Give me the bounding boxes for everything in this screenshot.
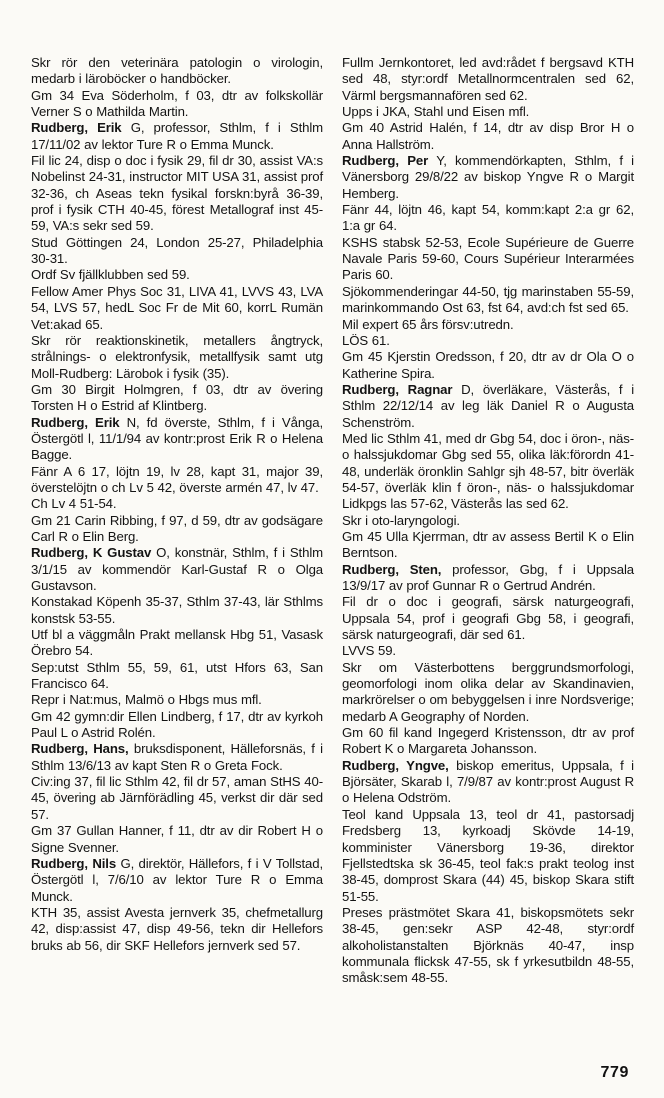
entry-paragraph: Fänr A 6 17, löjtn 19, lv 28, kapt 31, major 39, överstelöjtn o ch Lv 5 42, överste armén 47, lv 47. [31, 463, 323, 495]
entry-paragraph: KTH 35, assist Avesta jernverk 35, chefmetallurg 42, disp:assist 47, disp 49-56, tekn dir Hellefors bruks ab 56, dir SKF Hellefors jernverk sed 57. [31, 904, 323, 953]
entry-paragraph: Gm 30 Birgit Holmgren, f 03, dtr av övering Torsten H o Estrid af Klintberg. [31, 381, 323, 414]
entry-paragraph: Gm 60 fil kand Ingegerd Kristensson, dtr av prof Robert K o Margareta Johansson. [342, 725, 634, 757]
entry-paragraph: Konstakad Köpenh 35-37, Sthlm 37-43, lär Sthlms konstsk 53-55. [31, 594, 323, 626]
entry-name: Rudberg, Nils [31, 855, 117, 871]
entry-paragraph: Ch Lv 4 51-54. [31, 496, 117, 512]
entry-paragraph: Fellow Amer Phys Soc 31, LIVA 41, LVVS 43, LVA 54, LVS 57, hedL Soc Fr de Mit 60, korrL Rumän Vet:akad 65. [31, 283, 323, 332]
entry-paragraph: Rudberg, Erik G, professor, Sthlm, f i Sthlm 17/11/02 av lektor Ture R o Emma Munck. [31, 120, 324, 152]
entry-paragraph: Skr rör den veterinära patologin o virologin, medarb i läroböcker o handböcker. [31, 55, 323, 87]
entry-paragraph: Rudberg, K Gustav O, konstnär, Sthlm, f i Sthlm 3/1/15 av kommendör Karl-Gustaf R o Olga Gustavson. [31, 545, 323, 593]
entry-paragraph: Skr om Västerbottens berggrundsmorfologi, geomorfologi inom olika delar av Skandinavien, markrörelser o om bebyggelsen i inre Nordsverige; medarb A Geography of Norden. [342, 659, 634, 724]
entry-paragraph: Gm 21 Carin Ribbing, f 97, d 59, dtr av godsägare Carl R o Elin Berg. [31, 512, 323, 544]
entry-paragraph: Rudberg, Ragnar D, överläkare, Västerås, f i Sthlm 22/12/14 av leg läk Daniel R o Augusta Schenström. [342, 381, 635, 430]
entry-paragraph: Teol kand Uppsala 13, teol dr 41, pastorsadj Fredsberg 13, kyrkoadj Skövde 14-19, komminister Vänersborg 19-36, direktor Fjellstedtska sk 36-45, teol fak:s prakt teolog inst 38-45, domprost Skara (44) 45, biskop Skara stift 51-55. [342, 806, 634, 904]
entry-paragraph: Stud Göttingen 24, London 25-27, Philadelphia 30-31. [31, 234, 323, 267]
entry-name: Rudberg, Sten, [342, 561, 442, 577]
entry-name: Rudberg, Yngve, [342, 757, 449, 773]
entry-name: Rudberg, Per [342, 153, 429, 169]
left-column [31, 55, 323, 987]
right-column [342, 55, 634, 987]
entry-name: Rudberg, Hans, [31, 741, 129, 757]
entry-paragraph: Sjökommenderingar 44-50, tjg marinstaben 55-59, marinkommando Ost 63, fst 64, avd:ch fst sed 65. [342, 283, 634, 316]
entry-paragraph: Gm 40 Astrid Halén, f 14, dtr av disp Bror H o Anna Hallström. [342, 120, 634, 152]
entry-paragraph: LÖS 61. [342, 332, 390, 348]
entry-paragraph: Fil lic 24, disp o doc i fysik 29, fil dr 30, assist VA:s Nobelinst 24-31, instructor MIT USA 31, assist prof 32-36, ch Aseas tekn fysikal forskn:byrå 36-39, prof i fysik CTH 40-45, förest Metallograf inst 45-59, VA:s sekr sed 59. [31, 153, 323, 234]
entry-paragraph: Rudberg, Yngve, biskop emeritus, Uppsala, f i Björsäter, Skarab l, 7/9/87 av kontr:prost August R o Helena Odström. [342, 757, 634, 806]
entry-paragraph: Gm 45 Ulla Kjerrman, dtr av assess Bertil K o Elin Berntson. [342, 528, 634, 561]
entry-paragraph: Gm 45 Kjerstin Oredsson, f 20, dtr av dr Ola O o Katherine Spira. [342, 349, 634, 381]
entry-paragraph: Ordf Sv fjällklubben sed 59. [31, 267, 190, 283]
entry-name: Rudberg, Erik [31, 414, 120, 430]
entry-name: Rudberg, K Gustav [31, 545, 152, 561]
entry-paragraph: Gm 34 Eva Söderholm, f 03, dtr av folkskollär Verner S o Mathilda Martin. [31, 87, 323, 120]
entry-paragraph: Fullm Jernkontoret, led avd:rådet f bergsavd KTH sed 48, styr:ordf Metallnormcentralen sed 62, Värml bergsmannafören sed 62. [342, 55, 634, 103]
entry-paragraph: Repr i Nat:mus, Malmö o Hbgs mus mfl. [31, 692, 262, 708]
entry-paragraph: Fänr 44, löjtn 46, kapt 54, komm:kapt 2:a gr 62, 1:a gr 64. [342, 202, 634, 234]
text-columns [31, 55, 634, 987]
entry-paragraph: Gm 37 Gullan Hanner, f 11, dtr av dir Robert H o Signe Svenner. [31, 823, 323, 855]
entry-paragraph: Rudberg, Erik N, fd överste, Sthlm, f i Vånga, Östergötl l, 11/1/94 av kontr:prost Erik R o Helena Bagge. [31, 414, 324, 463]
entry-paragraph: Med lic Sthlm 41, med dr Gbg 54, doc i öron-, näs- o halssjukdomar Gbg sed 55, olika läk:förordn 41-48, underläk öronklin Sahlgr sjh 48-57, bitr överläk 54-57, överläk klin f öron-, näs- o halssjukdomar Lidkpgs las 57-62, Västerås las sed 62. [342, 430, 634, 512]
entry-paragraph: Sep:utst Sthlm 55, 59, 61, utst Hfors 63, San Francisco 64. [31, 659, 323, 692]
entry-paragraph: Rudberg, Hans, bruksdisponent, Hälleforsnäs, f i Sthlm 13/6/13 av kapt Sten R o Greta Fock. [31, 741, 323, 773]
entry-paragraph: Rudberg, Per Y, kommendörkapten, Sthlm, f i Vänersborg 29/8/22 av biskop Yngve R o Margit Hemberg. [342, 153, 634, 201]
entry-paragraph: Civ:ing 37, fil lic Sthlm 42, fil dr 57, aman StHS 40-45, övering ab Järnförädling 45, verkst dir där sed 57. [31, 774, 323, 822]
entry-paragraph: Mil expert 65 års försv:utredn. [342, 316, 514, 332]
entry-name: Rudberg, Ragnar [342, 381, 453, 397]
entry-paragraph: Rudberg, Sten, professor, Gbg, f i Uppsala 13/9/17 av prof Gunnar R o Gertrud Andrén. [342, 561, 634, 593]
entry-paragraph: Rudberg, Nils G, direktör, Hällefors, f i V Tollstad, Östergötl l, 7/6/10 av lektor Ture R o Emma Munck. [31, 855, 323, 904]
entry-paragraph: Skr i oto-laryngologi. [342, 512, 460, 528]
entry-paragraph: Skr rör reaktionskinetik, metallers ångtryck, strålnings- o elektronfysik, metallfysik samt utg Moll-Rudberg: Lärobok i fysik (35). [31, 332, 323, 381]
entry-paragraph: Gm 42 gymn:dir Ellen Lindberg, f 17, dtr av kyrkoh Paul L o Astrid Rolén. [31, 708, 323, 741]
entry-paragraph: Upps i JKA, Stahl und Eisen mfl. [342, 104, 530, 120]
entry-paragraph: KSHS stabsk 52-53, Ecole Supérieure de Guerre Navale Paris 59-60, Cours Supérieur Interarmées Paris 60. [342, 234, 634, 283]
page-number: 779 [600, 1064, 629, 1081]
entry-paragraph: Utf bl a väggmåln Prakt mellansk Hbg 51, Vasask Örebro 54. [31, 627, 323, 659]
entry-paragraph: Fil dr o doc i geografi, särsk naturgeografi, Uppsala 54, prof i geografi Gbg 58, i geografi, särsk naturgeografi, där sed 61. [342, 594, 634, 643]
entry-name: Rudberg, Erik [31, 120, 122, 136]
entry-paragraph: Preses prästmötet Skara 41, biskopsmötets sekr 38-45, gen:sekr ASP 42-48, styr:ordf alkoholistanstalten Björknäs 40-47, insp kommunala flicksk 47-55, sk f yrkesutbildn 48-55, småsk:sem 48-55. [342, 904, 634, 986]
entry-paragraph: LVVS 59. [342, 643, 396, 659]
